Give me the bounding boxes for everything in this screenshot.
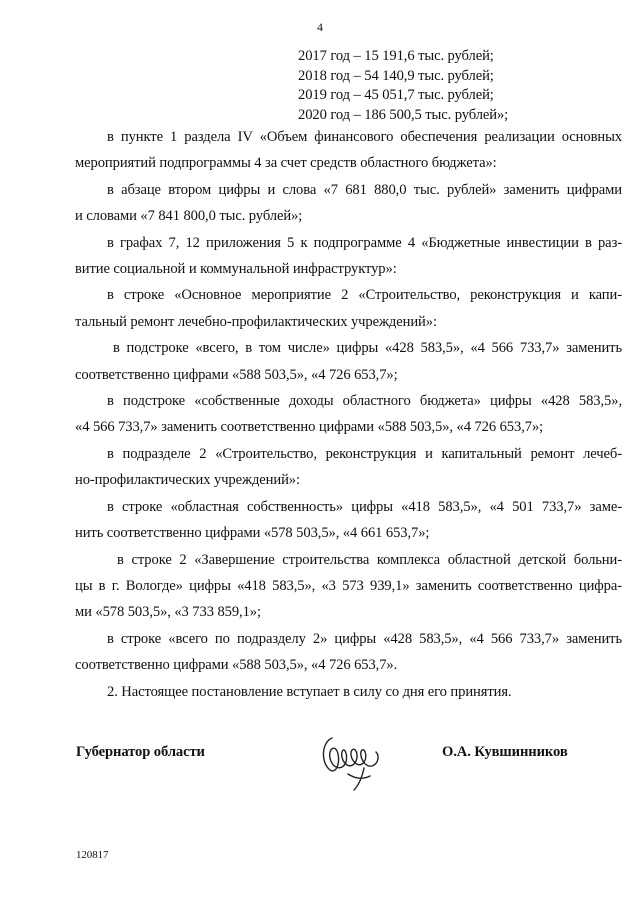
text-line: в строке «всего по подразделу 2» цифры «428 583,5», «4 566 733,7» заменить bbox=[107, 630, 622, 647]
document-body bbox=[75, 124, 622, 705]
text-line: в строке «Основное мероприятие 2 «Строительство, реконструкция и капи- bbox=[107, 287, 622, 304]
text-line: но-профилактических учреждений»: bbox=[75, 472, 300, 489]
year-amount-line: 2020 год – 186 500,5 тыс. рублей»; bbox=[298, 106, 509, 123]
document-code: 120817 bbox=[76, 849, 109, 861]
text-line: тальный ремонт лечебно-профилактических учреждений»: bbox=[75, 313, 437, 330]
year-amounts-list bbox=[298, 47, 508, 125]
year-amount-line: 2017 год – 15 191,6 тыс. рублей; bbox=[298, 48, 494, 64]
text-line: в абзаце втором цифры и слова «7 681 880,0 тыс. рублей» заменить цифрами bbox=[107, 181, 622, 198]
handwritten-signature bbox=[318, 728, 388, 792]
text-line: в строке «областная собственность» цифры «418 583,5», «4 501 733,7» заме- bbox=[107, 498, 622, 515]
text-line: соответственно цифрами «588 503,5», «4 726 653,7»; bbox=[75, 366, 398, 383]
year-amount-line: 2019 год – 45 051,7 тыс. рублей; bbox=[298, 87, 494, 104]
text-line: в подстроке «всего, в том числе» цифры «428 583,5», «4 566 733,7» заменить bbox=[113, 340, 622, 357]
text-line: ми «578 503,5», «3 733 859,1»; bbox=[75, 604, 261, 621]
text-line: в графах 7, 12 приложения 5 к подпрограмме 4 «Бюджетные инвестиции в раз- bbox=[107, 234, 622, 251]
text-line: в подстроке «собственные доходы областного бюджета» цифры «428 583,5», bbox=[107, 393, 622, 410]
text-line: в подразделе 2 «Строительство, реконструкция и капитальный ремонт лечеб- bbox=[107, 445, 622, 462]
signatory-title: Губернатор области bbox=[76, 744, 205, 760]
text-line: нить соответственно цифрами «578 503,5», «4 661 653,7»; bbox=[75, 525, 430, 542]
text-line: мероприятий подпрограммы 4 за счет средств областного бюджета»: bbox=[75, 155, 497, 172]
text-line: цы в г. Вологде» цифры «418 583,5», «3 573 939,1» заменить соответственно цифра- bbox=[75, 577, 622, 594]
text-line: в пункте 1 раздела IV «Объем финансового обеспечения реализации основных bbox=[107, 129, 622, 145]
page-number: 4 bbox=[317, 20, 323, 34]
text-line: «4 566 733,7» заменить соответственно цифрами «588 503,5», «4 726 653,7»; bbox=[75, 419, 544, 436]
text-line: соответственно цифрами «588 503,5», «4 726 653,7». bbox=[75, 657, 398, 674]
text-line: и словами «7 841 800,0 тыс. рублей»; bbox=[75, 208, 303, 225]
text-line: 2. Настоящее постановление вступает в силу со дня его принятия. bbox=[107, 683, 512, 700]
text-line: в строке 2 «Завершение строительства комплекса областной детской больни- bbox=[117, 551, 622, 568]
signatory-name: О.А. Кувшинников bbox=[442, 744, 568, 760]
year-amount-line: 2018 год – 54 140,9 тыс. рублей; bbox=[298, 67, 494, 84]
text-line: витие социальной и коммунальной инфраструктур»: bbox=[75, 261, 397, 278]
